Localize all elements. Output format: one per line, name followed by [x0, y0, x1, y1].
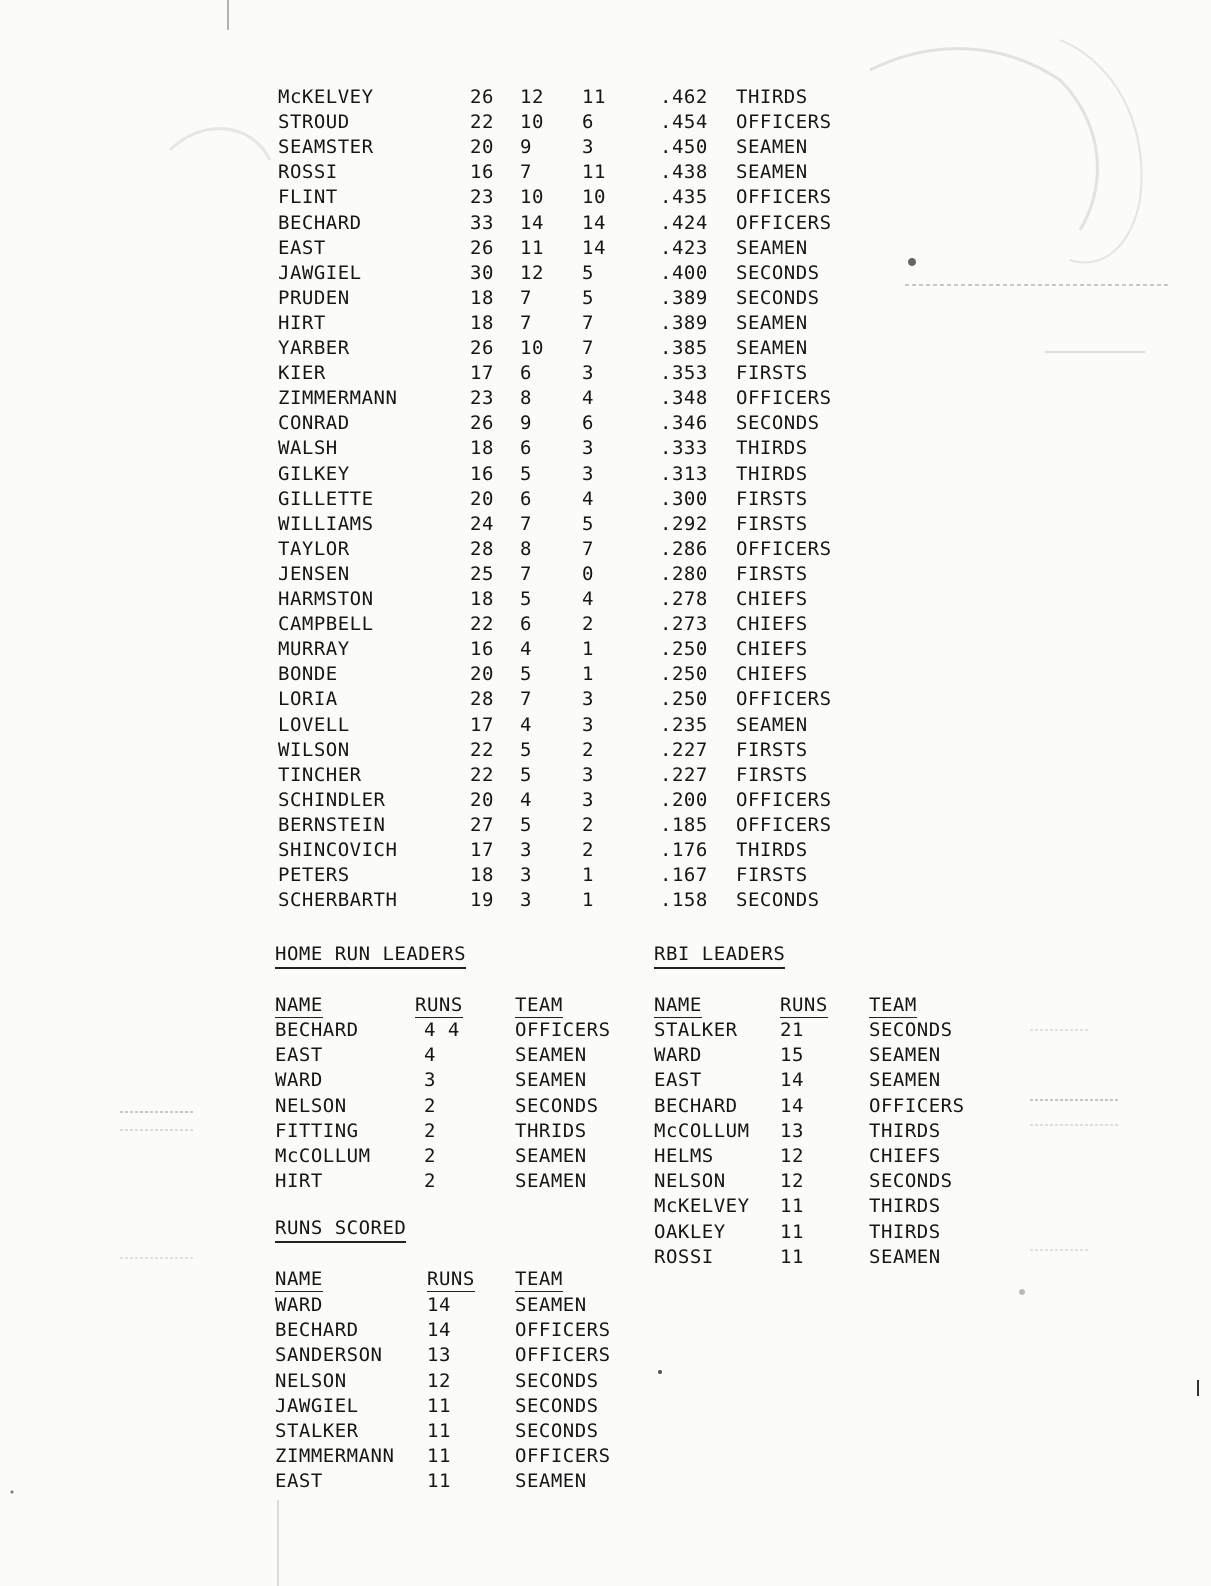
runs-scored-name-cell: ZIMMERMANN — [275, 1445, 395, 1468]
rbi-team-cell: CHIEFS — [869, 1145, 941, 1167]
batting-rbi: 6 — [582, 412, 594, 435]
batting-ab: 26 — [470, 236, 494, 259]
runs-scored-runs-cell: 14 — [427, 1294, 451, 1316]
batting-name: McKELVEY — [278, 86, 374, 108]
rbi-name-cell: McKELVEY — [654, 1195, 750, 1218]
batting-avg: .185 — [660, 813, 708, 836]
rbi-runs-header: RUNS — [780, 994, 828, 1016]
batting-name: JENSEN — [278, 562, 350, 585]
batting-h: 9 — [520, 136, 532, 159]
batting-avg: .423 — [660, 236, 708, 259]
batting-rbi: 14 — [582, 211, 606, 234]
batting-avg: .227 — [660, 763, 708, 786]
batting-team: SEAMEN — [736, 713, 808, 736]
batting-ab: 18 — [470, 437, 494, 460]
batting-avg: .353 — [660, 362, 708, 385]
runs-scored-runs-cell: 11 — [427, 1420, 451, 1442]
batting-rbi: 4 — [582, 387, 594, 410]
batting-name: BECHARD — [278, 211, 362, 234]
batting-h: 6 — [520, 487, 532, 510]
batting-h: 14 — [520, 211, 544, 234]
runs-scored-team-cell: OFFICERS — [515, 1319, 611, 1342]
home-run-team-cell: SEAMEN — [515, 1145, 587, 1167]
batting-h: 10 — [520, 337, 544, 359]
batting-h: 12 — [520, 86, 544, 108]
batting-team: THIRDS — [736, 437, 808, 460]
batting-team: SEAMEN — [736, 311, 808, 334]
rbi-runs-cell: 15 — [780, 1044, 804, 1067]
batting-avg: .158 — [660, 889, 708, 912]
batting-team: SEAMEN — [736, 337, 808, 359]
batting-name: BERNSTEIN — [278, 813, 386, 836]
rbi-runs-cell: 14 — [780, 1094, 804, 1117]
batting-name: LOVELL — [278, 713, 350, 736]
batting-team: FIRSTS — [736, 362, 808, 385]
batting-h: 5 — [520, 813, 532, 836]
batting-name: WILLIAMS — [278, 512, 374, 535]
batting-rbi: 7 — [582, 337, 594, 359]
batting-team: SECONDS — [736, 261, 820, 284]
batting-ab: 16 — [470, 638, 494, 661]
batting-avg: .454 — [660, 111, 708, 134]
batting-team: FIRSTS — [736, 864, 808, 887]
batting-rbi: 5 — [582, 512, 594, 535]
batting-rbi: 14 — [582, 236, 606, 259]
home-run-team-header: TEAM — [515, 994, 563, 1016]
batting-h: 4 — [520, 713, 532, 736]
batting-avg: .348 — [660, 387, 708, 410]
batting-h: 8 — [520, 537, 532, 560]
batting-rbi: 7 — [582, 537, 594, 560]
home-run-name-cell: HIRT — [275, 1170, 323, 1193]
batting-rbi: 2 — [582, 613, 594, 636]
batting-h: 12 — [520, 261, 544, 284]
batting-avg: .389 — [660, 286, 708, 309]
rbi-team-cell: SECONDS — [869, 1170, 953, 1193]
batting-name: FLINT — [278, 186, 338, 209]
home-run-team-cell: THRIDS — [515, 1119, 587, 1142]
rbi-name-cell: McCOLLUM — [654, 1119, 750, 1142]
runs-scored-name-cell: EAST — [275, 1470, 323, 1493]
batting-avg: .438 — [660, 161, 708, 184]
batting-name: BONDE — [278, 663, 338, 686]
rbi-name-cell: OAKLEY — [654, 1220, 726, 1243]
batting-avg: .313 — [660, 462, 708, 485]
batting-h: 4 — [520, 788, 532, 811]
batting-avg: .200 — [660, 788, 708, 811]
batting-rbi: 1 — [582, 638, 594, 661]
rbi-team-cell: SEAMEN — [869, 1044, 941, 1067]
batting-name: CAMPBELL — [278, 613, 374, 636]
rbi-name-cell: STALKER — [654, 1019, 738, 1041]
batting-rbi: 3 — [582, 136, 594, 159]
batting-team: SEAMEN — [736, 136, 808, 159]
batting-h: 3 — [520, 839, 532, 861]
batting-ab: 20 — [470, 136, 494, 159]
batting-h: 4 — [520, 638, 532, 661]
batting-ab: 22 — [470, 738, 494, 761]
rbi-runs-cell: 12 — [780, 1145, 804, 1167]
rbi-name-cell: WARD — [654, 1044, 702, 1067]
rbi-name-cell: EAST — [654, 1069, 702, 1092]
batting-name: KIER — [278, 362, 326, 385]
home-run-name-cell: McCOLLUM — [275, 1145, 371, 1167]
batting-name: JAWGIEL — [278, 261, 362, 284]
batting-name: WILSON — [278, 738, 350, 761]
batting-rbi: 3 — [582, 788, 594, 811]
batting-ab: 18 — [470, 864, 494, 887]
batting-avg: .286 — [660, 537, 708, 560]
batting-team: OFFICERS — [736, 387, 832, 410]
rbi-team-header: TEAM — [869, 994, 917, 1016]
batting-ab: 17 — [470, 713, 494, 736]
runs-scored-runs-cell: 11 — [427, 1394, 451, 1417]
rbi-runs-cell: 14 — [780, 1069, 804, 1092]
batting-avg: .346 — [660, 412, 708, 435]
batting-avg: .176 — [660, 839, 708, 861]
batting-name: HIRT — [278, 311, 326, 334]
runs-scored-runs-cell: 11 — [427, 1470, 451, 1493]
home-run-team-cell: OFFICERS — [515, 1019, 611, 1041]
batting-team: OFFICERS — [736, 186, 832, 209]
batting-avg: .333 — [660, 437, 708, 460]
batting-name: CONRAD — [278, 412, 350, 435]
batting-team: FIRSTS — [736, 738, 808, 761]
batting-team: CHIEFS — [736, 613, 808, 636]
batting-team: SECONDS — [736, 889, 820, 912]
batting-rbi: 3 — [582, 437, 594, 460]
batting-ab: 26 — [470, 337, 494, 359]
rbi-team-cell: SEAMEN — [869, 1245, 941, 1268]
batting-h: 7 — [520, 161, 532, 184]
batting-team: CHIEFS — [736, 638, 808, 661]
batting-name: YARBER — [278, 337, 350, 359]
home-run-name-cell: NELSON — [275, 1094, 347, 1117]
batting-avg: .462 — [660, 86, 708, 108]
batting-rbi: 11 — [582, 161, 606, 184]
batting-h: 9 — [520, 412, 532, 435]
batting-avg: .250 — [660, 688, 708, 711]
home-run-runs-cell: 2 — [424, 1170, 436, 1193]
batting-rbi: 1 — [582, 864, 594, 887]
batting-team: FIRSTS — [736, 763, 808, 786]
batting-ab: 25 — [470, 562, 494, 585]
batting-avg: .235 — [660, 713, 708, 736]
runs-scored-runs-cell: 11 — [427, 1445, 451, 1468]
batting-h: 6 — [520, 362, 532, 385]
batting-h: 5 — [520, 663, 532, 686]
home-run-name-header: NAME — [275, 994, 323, 1016]
batting-name: MURRAY — [278, 638, 350, 661]
rbi-runs-cell: 21 — [780, 1019, 804, 1041]
batting-h: 11 — [520, 236, 544, 259]
batting-team: OFFICERS — [736, 211, 832, 234]
batting-rbi: 2 — [582, 813, 594, 836]
batting-team: CHIEFS — [736, 588, 808, 610]
batting-ab: 28 — [470, 688, 494, 711]
batting-rbi: 11 — [582, 86, 606, 108]
batting-ab: 26 — [470, 86, 494, 108]
rbi-runs-cell: 11 — [780, 1245, 804, 1268]
batting-rbi: 5 — [582, 286, 594, 309]
batting-team: SEAMEN — [736, 236, 808, 259]
rbi-runs-cell: 13 — [780, 1119, 804, 1142]
batting-ab: 16 — [470, 462, 494, 485]
batting-ab: 18 — [470, 311, 494, 334]
home-run-runs-cell: 2 — [424, 1145, 436, 1167]
home-run-runs-cell: 4 4 — [424, 1019, 460, 1041]
batting-h: 7 — [520, 512, 532, 535]
batting-rbi: 1 — [582, 889, 594, 912]
batting-name: ROSSI — [278, 161, 338, 184]
batting-team: OFFICERS — [736, 111, 832, 134]
batting-avg: .450 — [660, 136, 708, 159]
runs-scored-name-cell: NELSON — [275, 1369, 347, 1392]
rbi-team-cell: OFFICERS — [869, 1094, 965, 1117]
runs-scored-name-cell: JAWGIEL — [275, 1394, 359, 1417]
batting-ab: 18 — [470, 588, 494, 610]
runs-scored-runs-cell: 12 — [427, 1369, 451, 1392]
batting-rbi: 2 — [582, 839, 594, 861]
batting-ab: 22 — [470, 763, 494, 786]
batting-rbi: 7 — [582, 311, 594, 334]
batting-avg: .227 — [660, 738, 708, 761]
batting-h: 3 — [520, 889, 532, 912]
batting-ab: 23 — [470, 387, 494, 410]
runs-scored-name-cell: STALKER — [275, 1420, 359, 1442]
batting-name: WALSH — [278, 437, 338, 460]
batting-h: 7 — [520, 688, 532, 711]
batting-ab: 20 — [470, 487, 494, 510]
runs-scored-team-cell: SEAMEN — [515, 1294, 587, 1316]
batting-name: TAYLOR — [278, 537, 350, 560]
home-run-team-cell: SEAMEN — [515, 1044, 587, 1067]
runs-scored-runs-header: RUNS — [427, 1268, 475, 1290]
batting-rbi: 3 — [582, 462, 594, 485]
batting-avg: .385 — [660, 337, 708, 359]
batting-h: 6 — [520, 613, 532, 636]
batting-team: OFFICERS — [736, 537, 832, 560]
rbi-team-cell: THIRDS — [869, 1119, 941, 1142]
rbi-runs-cell: 12 — [780, 1170, 804, 1193]
rbi-name-header: NAME — [654, 994, 702, 1016]
batting-name: EAST — [278, 236, 326, 259]
batting-team: THIRDS — [736, 462, 808, 485]
batting-avg: .435 — [660, 186, 708, 209]
batting-avg: .400 — [660, 261, 708, 284]
batting-team: SEAMEN — [736, 161, 808, 184]
batting-team: OFFICERS — [736, 788, 832, 811]
batting-rbi: 6 — [582, 111, 594, 134]
batting-name: SEAMSTER — [278, 136, 374, 159]
runs-scored-name-cell: SANDERSON — [275, 1344, 383, 1367]
batting-name: GILKEY — [278, 462, 350, 485]
home-run-runs-header: RUNS — [415, 994, 463, 1016]
home-run-runs-cell: 3 — [424, 1069, 436, 1092]
batting-rbi: 5 — [582, 261, 594, 284]
batting-rbi: 1 — [582, 663, 594, 686]
batting-avg: .424 — [660, 211, 708, 234]
batting-name: SCHINDLER — [278, 788, 386, 811]
batting-name: HARMSTON — [278, 588, 374, 610]
batting-name: GILLETTE — [278, 487, 374, 510]
rbi-name-cell: BECHARD — [654, 1094, 738, 1117]
rbi-leaders-title: RBI LEADERS — [654, 943, 785, 969]
batting-avg: .389 — [660, 311, 708, 334]
batting-avg: .250 — [660, 663, 708, 686]
batting-rbi: 3 — [582, 688, 594, 711]
batting-h: 7 — [520, 286, 532, 309]
batting-avg: .280 — [660, 562, 708, 585]
batting-name: STROUD — [278, 111, 350, 134]
batting-ab: 33 — [470, 211, 494, 234]
rbi-name-cell: NELSON — [654, 1170, 726, 1193]
runs-scored-name-cell: WARD — [275, 1294, 323, 1316]
batting-ab: 20 — [470, 663, 494, 686]
batting-ab: 28 — [470, 537, 494, 560]
runs-scored-team-cell: SECONDS — [515, 1394, 599, 1417]
runs-scored-team-cell: OFFICERS — [515, 1344, 611, 1367]
rbi-name-cell: ROSSI — [654, 1245, 714, 1268]
runs-scored-name-cell: BECHARD — [275, 1319, 359, 1342]
batting-h: 5 — [520, 763, 532, 786]
batting-name: SHINCOVICH — [278, 839, 398, 861]
runs-scored-runs-cell: 14 — [427, 1319, 451, 1342]
batting-team: CHIEFS — [736, 663, 808, 686]
batting-avg: .292 — [660, 512, 708, 535]
batting-name: PRUDEN — [278, 286, 350, 309]
batting-rbi: 3 — [582, 763, 594, 786]
batting-team: THIRDS — [736, 839, 808, 861]
home-run-runs-cell: 4 — [424, 1044, 436, 1067]
runs-scored-runs-cell: 13 — [427, 1344, 451, 1367]
batting-avg: .300 — [660, 487, 708, 510]
home-run-team-cell: SEAMEN — [515, 1170, 587, 1193]
batting-h: 5 — [520, 588, 532, 610]
batting-h: 7 — [520, 311, 532, 334]
batting-avg: .167 — [660, 864, 708, 887]
runs-scored-team-cell: OFFICERS — [515, 1445, 611, 1468]
batting-ab: 22 — [470, 613, 494, 636]
batting-team: FIRSTS — [736, 487, 808, 510]
runs-scored-team-cell: SECONDS — [515, 1420, 599, 1442]
batting-name: ZIMMERMANN — [278, 387, 398, 410]
batting-h: 6 — [520, 437, 532, 460]
rbi-team-cell: THIRDS — [869, 1220, 941, 1243]
batting-h: 7 — [520, 562, 532, 585]
rbi-runs-cell: 11 — [780, 1220, 804, 1243]
batting-ab: 30 — [470, 261, 494, 284]
batting-ab: 27 — [470, 813, 494, 836]
rbi-team-cell: THIRDS — [869, 1195, 941, 1218]
home-run-name-cell: BECHARD — [275, 1019, 359, 1041]
batting-ab: 23 — [470, 186, 494, 209]
rbi-team-cell: SEAMEN — [869, 1069, 941, 1092]
runs-scored-team-cell: SECONDS — [515, 1369, 599, 1392]
home-run-runs-cell: 2 — [424, 1119, 436, 1142]
batting-avg: .278 — [660, 588, 708, 610]
batting-team: OFFICERS — [736, 813, 832, 836]
batting-rbi: 2 — [582, 738, 594, 761]
batting-team: FIRSTS — [736, 562, 808, 585]
batting-ab: 26 — [470, 412, 494, 435]
batting-ab: 19 — [470, 889, 494, 912]
batting-ab: 17 — [470, 839, 494, 861]
batting-h: 8 — [520, 387, 532, 410]
batting-name: TINCHER — [278, 763, 362, 786]
batting-ab: 24 — [470, 512, 494, 535]
batting-ab: 17 — [470, 362, 494, 385]
home-run-name-cell: WARD — [275, 1069, 323, 1092]
batting-team: FIRSTS — [736, 512, 808, 535]
batting-team: SECONDS — [736, 412, 820, 435]
batting-name: PETERS — [278, 864, 350, 887]
batting-team: OFFICERS — [736, 688, 832, 711]
home-run-leaders-title: HOME RUN LEADERS — [275, 943, 466, 969]
batting-h: 5 — [520, 738, 532, 761]
batting-rbi: 0 — [582, 562, 594, 585]
runs-scored-team-header: TEAM — [515, 1268, 563, 1290]
home-run-team-cell: SEAMEN — [515, 1069, 587, 1092]
runs-scored-name-header: NAME — [275, 1268, 323, 1290]
batting-avg: .250 — [660, 638, 708, 661]
home-run-team-cell: SECONDS — [515, 1094, 599, 1117]
runs-scored-title: RUNS SCORED — [275, 1217, 406, 1243]
batting-rbi: 3 — [582, 362, 594, 385]
batting-ab: 22 — [470, 111, 494, 134]
batting-ab: 16 — [470, 161, 494, 184]
batting-name: SCHERBARTH — [278, 889, 398, 912]
batting-team: THIRDS — [736, 86, 808, 108]
batting-ab: 20 — [470, 788, 494, 811]
batting-rbi: 4 — [582, 487, 594, 510]
home-run-name-cell: EAST — [275, 1044, 323, 1067]
batting-name: LORIA — [278, 688, 338, 711]
rbi-runs-cell: 11 — [780, 1195, 804, 1218]
batting-avg: .273 — [660, 613, 708, 636]
batting-h: 5 — [520, 462, 532, 485]
rbi-name-cell: HELMS — [654, 1145, 714, 1167]
batting-team: SECONDS — [736, 286, 820, 309]
home-run-name-cell: FITTING — [275, 1119, 359, 1142]
batting-rbi: 10 — [582, 186, 606, 209]
runs-scored-team-cell: SEAMEN — [515, 1470, 587, 1493]
rbi-team-cell: SECONDS — [869, 1019, 953, 1041]
batting-rbi: 3 — [582, 713, 594, 736]
batting-rbi: 4 — [582, 588, 594, 610]
batting-ab: 18 — [470, 286, 494, 309]
batting-h: 10 — [520, 186, 544, 209]
batting-h: 3 — [520, 864, 532, 887]
batting-h: 10 — [520, 111, 544, 134]
home-run-runs-cell: 2 — [424, 1094, 436, 1117]
